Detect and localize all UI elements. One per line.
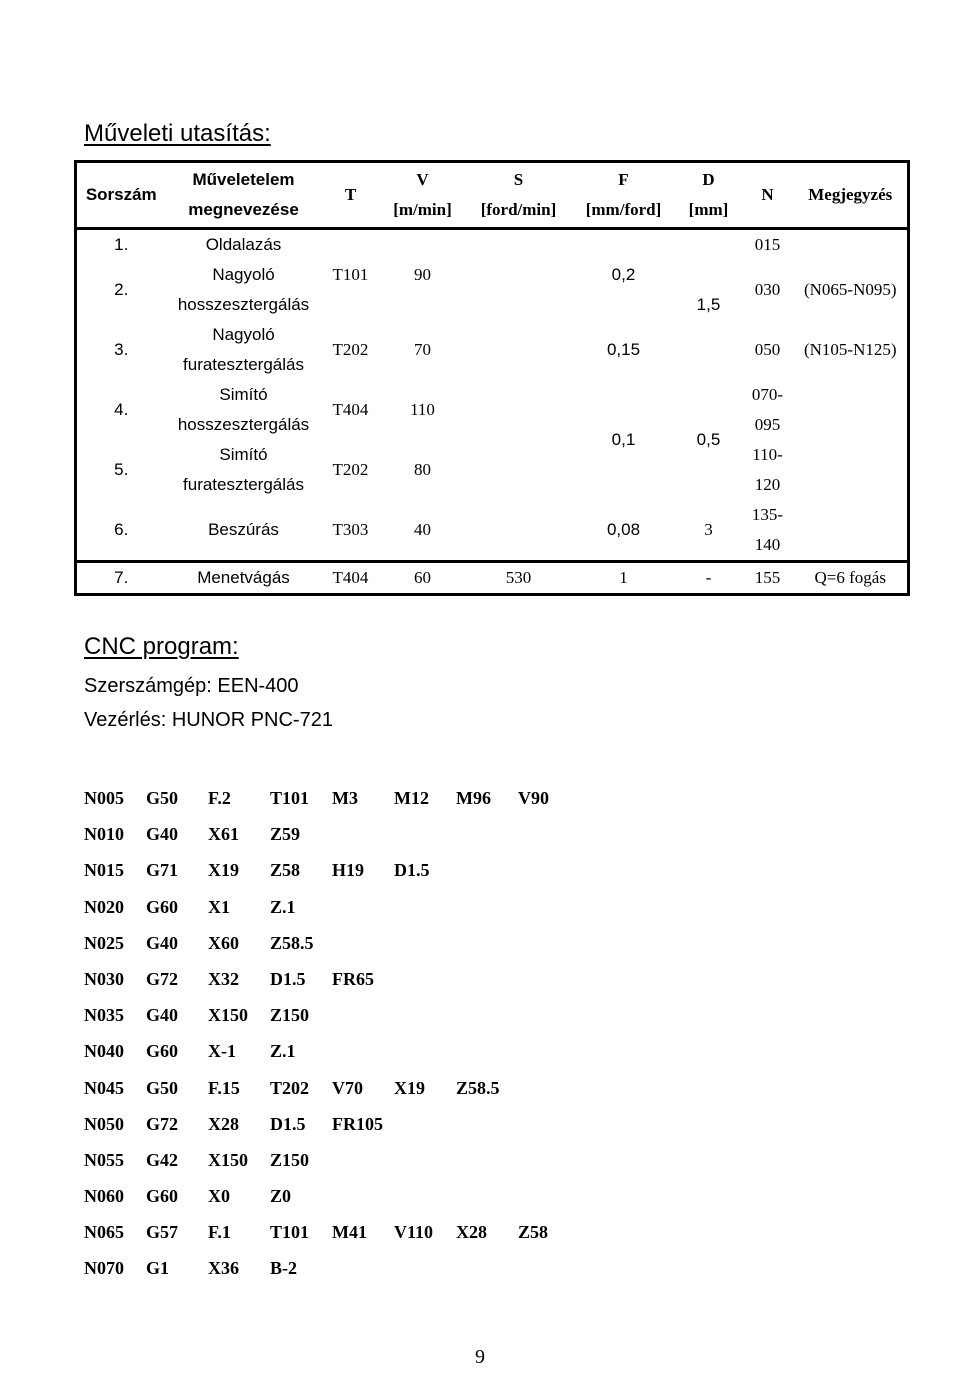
program-word: Z58 (518, 1222, 549, 1243)
program-word: F.2 (208, 788, 231, 808)
cell-sorszam: 6. (114, 520, 129, 539)
program-word: G72 (146, 1113, 179, 1134)
cnc-program-heading: CNC program: (84, 633, 239, 660)
cell-t: T202 (332, 460, 369, 479)
program-word: T101 (270, 788, 310, 808)
cell-s (466, 260, 572, 320)
program-word: N050 (84, 1113, 124, 1134)
program-word: FR105 (332, 1113, 383, 1134)
program-word: X0 (208, 1186, 230, 1207)
col-header-s-line1: S (513, 170, 524, 189)
col-header-s (466, 162, 572, 229)
cell-name: Oldalazás (205, 235, 282, 254)
col-header-muveletelem (166, 162, 322, 229)
program-line (84, 997, 580, 1033)
cell-megjegyzes (794, 440, 909, 500)
program-word: B-2 (270, 1258, 297, 1279)
cell-sorszam: 3. (114, 340, 129, 359)
cell-s (466, 380, 572, 440)
col-header-n: N (761, 185, 774, 204)
cell-name-line2: hosszesztergálás (177, 415, 310, 434)
page-number: 9 (475, 1346, 485, 1368)
col-header-v-line2: [m/min] (393, 200, 452, 219)
program-word: N025 (84, 932, 124, 953)
program-line (84, 961, 580, 997)
program-word: N060 (84, 1186, 124, 1207)
program-word: M41 (332, 1222, 367, 1243)
cell-n-line1: 070- (751, 385, 784, 404)
cell-megjegyzes (794, 380, 909, 440)
program-word: G60 (146, 1041, 179, 1062)
program-word: X36 (208, 1258, 239, 1279)
col-header-v-line1: V (416, 170, 429, 189)
program-word: M12 (394, 788, 429, 808)
cell-t: T404 (332, 400, 369, 419)
cell-n: 030 (754, 280, 781, 299)
cell-n: 155 (754, 568, 781, 587)
cell-f: 0,15 (606, 340, 641, 359)
program-word: N055 (84, 1149, 124, 1170)
col-header-f-line1: F (618, 170, 629, 189)
table-row (76, 320, 909, 380)
cell-v: 40 (414, 520, 431, 539)
cell-s (466, 500, 572, 562)
col-header-f (572, 162, 676, 229)
program-word: X1 (208, 896, 230, 917)
program-line (84, 889, 580, 925)
program-line (84, 1178, 580, 1214)
table-row (76, 380, 909, 440)
program-line (84, 1250, 580, 1286)
program-word: G50 (146, 1077, 179, 1098)
col-header-t: T (344, 185, 357, 204)
program-word: G50 (146, 788, 179, 808)
table-row (76, 260, 909, 320)
program-line (84, 816, 580, 852)
cell-s (466, 440, 572, 500)
cell-megjegyzes (794, 229, 909, 261)
cell-sorszam: 1. (114, 235, 129, 254)
cell-sorszam: 7. (114, 568, 129, 587)
program-word: X150 (208, 1005, 248, 1026)
program-word: G60 (146, 1186, 179, 1207)
cell-f (572, 229, 676, 261)
table-row (76, 229, 909, 261)
program-word: X28 (208, 1113, 239, 1134)
program-word: G71 (146, 860, 179, 881)
cell-n-line2: 095 (754, 415, 781, 434)
cell-f: 0,1 (611, 430, 636, 449)
program-word: X60 (208, 932, 239, 953)
col-header-v (380, 162, 466, 229)
control-line: Vezérlés: HUNOR PNC-721 (84, 709, 333, 731)
program-word: N005 (84, 788, 124, 808)
cell-d (676, 320, 742, 380)
program-word: Z.1 (270, 896, 296, 917)
cell-name-line2: furatesztergálás (183, 475, 304, 494)
cell-name-line1: Simító (219, 445, 268, 464)
program-line (84, 852, 580, 888)
col-header-d-line1: D (702, 170, 715, 189)
table-header-row (76, 162, 909, 229)
cell-t: T101 (332, 265, 369, 284)
program-word: X150 (208, 1149, 248, 1170)
program-word: X32 (208, 968, 239, 989)
col-header-sorszam: Sorszám (85, 185, 157, 204)
program-word: N020 (84, 896, 124, 917)
cell-s (466, 320, 572, 380)
cell-d: 3 (704, 520, 713, 539)
program-word: N065 (84, 1222, 124, 1243)
cell-t: T202 (332, 340, 369, 359)
program-word: Z58.5 (270, 932, 314, 953)
program-word: M96 (456, 788, 491, 808)
cell-name (166, 260, 322, 320)
cell-name: Beszúrás (208, 520, 279, 539)
cell-d: 0,5 (696, 430, 721, 449)
program-word: M3 (332, 788, 358, 808)
col-header-d (676, 162, 742, 229)
cell-sorszam: 2. (114, 280, 129, 299)
col-header-muveletelem-line2: megnevezése (188, 200, 299, 219)
cell-sorszam: 5. (114, 460, 129, 479)
program-word: FR65 (332, 968, 374, 989)
program-word: N030 (84, 968, 124, 989)
cell-v: 60 (414, 568, 431, 587)
cell-n (742, 440, 794, 500)
cell-d: - (705, 568, 712, 587)
cell-n: 050 (754, 340, 781, 359)
table-row (76, 500, 909, 562)
cell-megjegyzes: (N105-N125) (803, 340, 897, 359)
cell-name-line2: hosszesztergálás (177, 295, 310, 314)
program-word: N035 (84, 1005, 124, 1026)
program-line (84, 1033, 580, 1069)
program-word: Z58 (270, 860, 301, 881)
col-header-d-line2: [mm] (688, 200, 729, 219)
program-word: Z58.5 (456, 1077, 500, 1098)
col-header-s-line2: [ford/min] (480, 200, 557, 219)
program-word: T101 (270, 1222, 310, 1243)
cell-n (742, 380, 794, 440)
program-word: G42 (146, 1149, 179, 1170)
program-line (84, 925, 580, 961)
cell-d (676, 229, 742, 261)
program-line (84, 780, 580, 816)
program-word: Z59 (270, 824, 301, 845)
cell-s: 530 (505, 568, 532, 587)
cell-sorszam: 4. (114, 400, 129, 419)
cell-n-line2: 140 (754, 535, 781, 554)
program-word: D1.5 (270, 968, 306, 989)
cell-t (322, 229, 380, 261)
program-word: G60 (146, 896, 179, 917)
program-word: G40 (146, 824, 179, 845)
program-word: N040 (84, 1041, 124, 1062)
cell-megjegyzes: (N065-N095) (803, 280, 897, 299)
cell-name-line1: Nagyoló (212, 265, 275, 284)
machine-line: Szerszámgép: EEN-400 (84, 675, 299, 697)
cell-name-line1: Simító (219, 385, 268, 404)
program-word: N070 (84, 1258, 124, 1279)
cell-v: 90 (414, 265, 431, 284)
cell-f: 1 (619, 568, 628, 587)
program-word: D1.5 (394, 860, 430, 881)
program-word: Z.1 (270, 1041, 296, 1062)
cell-name-line1: Nagyoló (212, 325, 275, 344)
cell-d: 1,5 (696, 295, 721, 314)
cell-v: 110 (410, 400, 435, 419)
program-line (84, 1106, 580, 1142)
program-word: X19 (208, 860, 239, 881)
program-word: Z0 (270, 1186, 292, 1207)
program-word: V90 (518, 788, 549, 808)
program-word: N045 (84, 1077, 124, 1098)
col-header-muveletelem-line1: Műveletelem (192, 170, 295, 189)
operations-table (74, 160, 910, 596)
cell-t: T303 (332, 520, 369, 539)
program-word: Z150 (270, 1005, 310, 1026)
cell-v: 70 (414, 340, 431, 359)
program-word: Z150 (270, 1149, 310, 1170)
program-word: H19 (332, 860, 365, 881)
cell-f: 0,2 (611, 265, 636, 284)
program-word: G40 (146, 932, 179, 953)
cell-name-line2: furatesztergálás (183, 355, 304, 374)
program-line (84, 1214, 580, 1250)
program-word: D1.5 (270, 1113, 306, 1134)
program-word: N010 (84, 824, 124, 845)
program-word: G40 (146, 1005, 179, 1026)
cell-name: Menetvágás (197, 568, 290, 587)
program-word: X28 (456, 1222, 487, 1243)
cnc-program-listing (84, 780, 580, 1287)
program-word: X19 (394, 1077, 425, 1098)
cell-n-line1: 110- (752, 445, 783, 464)
cell-name (166, 440, 322, 500)
program-word: V70 (332, 1077, 363, 1098)
program-word: G1 (146, 1258, 170, 1279)
program-line (84, 1070, 580, 1106)
table-row (76, 440, 909, 500)
program-word: F.15 (208, 1077, 240, 1098)
cell-megjegyzes: Q=6 fogás (814, 568, 886, 587)
cell-name (166, 320, 322, 380)
cell-n-line2: 120 (754, 475, 781, 494)
program-word: N015 (84, 860, 124, 881)
cell-megjegyzes (794, 500, 909, 562)
table-row (76, 562, 909, 595)
cell-t: T404 (332, 568, 369, 587)
cell-n-line1: 135- (751, 505, 784, 524)
cell-name (166, 380, 322, 440)
cell-n (742, 500, 794, 562)
program-word: G72 (146, 968, 179, 989)
col-header-megjegyzes: Megjegyzés (808, 185, 893, 204)
program-word: F.1 (208, 1222, 231, 1243)
operations-heading: Műveleti utasítás: (84, 120, 271, 147)
program-word: X-1 (208, 1041, 236, 1062)
col-header-f-line2: [mm/ford] (585, 200, 662, 219)
cell-v: 80 (414, 460, 431, 479)
program-word: G57 (146, 1222, 179, 1243)
program-word: X61 (208, 824, 239, 845)
program-word: V110 (394, 1222, 434, 1243)
cell-s (466, 229, 572, 261)
cell-f: 0,08 (606, 520, 641, 539)
program-line (84, 1142, 580, 1178)
program-word: T202 (270, 1077, 310, 1098)
cell-n: 015 (754, 235, 781, 254)
cell-v (380, 229, 466, 261)
